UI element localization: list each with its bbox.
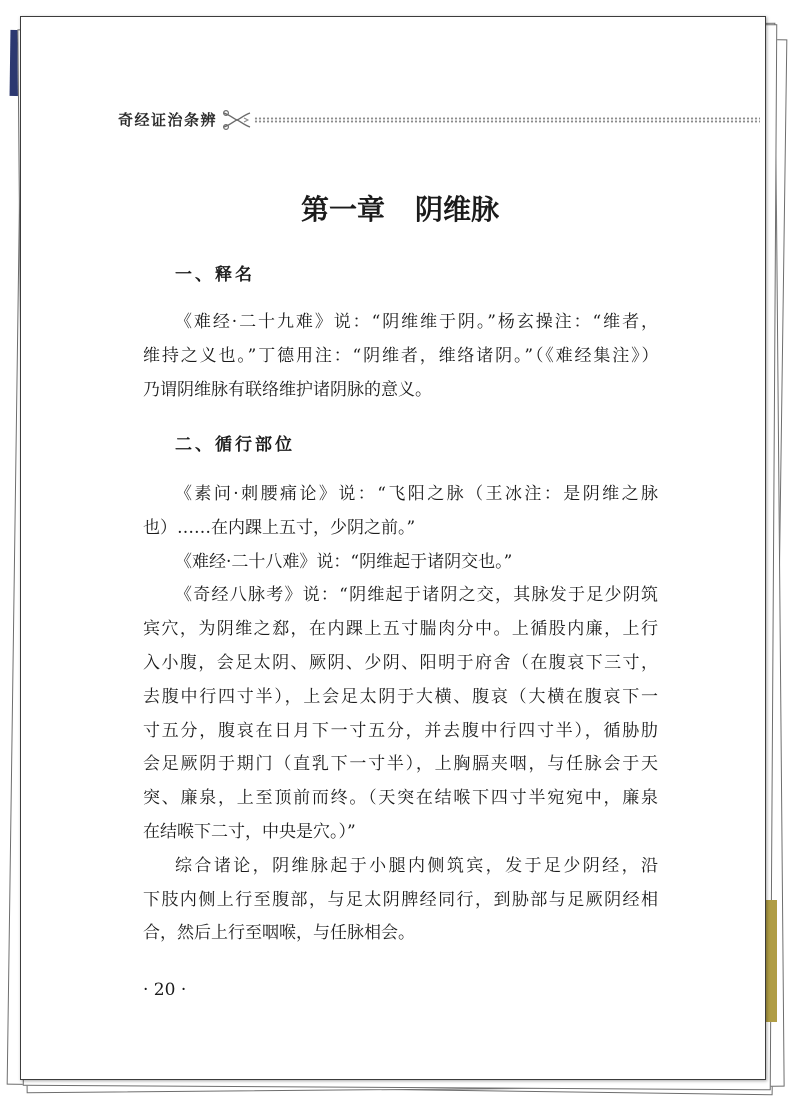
text-line: 入小腹，会足太阴、厥阴、少阴、阳明于府舍（在腹哀下三寸， bbox=[143, 652, 658, 673]
text-line: 会足厥阴于期门（直乳下一寸半），上胸膈夹咽，与任脉会于天 bbox=[143, 754, 658, 775]
cover-edge-olive bbox=[766, 900, 777, 1022]
text-line: 维持之义也。”丁德用注：“阴维者，维络诸阴。”（《难经集注》） bbox=[143, 346, 658, 366]
chapter-title bbox=[0, 190, 800, 230]
text-line: 合，然后上行至咽喉，与任脉相会。 bbox=[143, 923, 415, 944]
text-line: 寸五分，腹哀在日月下一寸五分，并去腹中行四寸半），循胁肋 bbox=[143, 720, 658, 741]
section-heading: 二、循行部位 bbox=[175, 435, 295, 455]
chapter-name: 阴维脉 bbox=[415, 193, 500, 226]
section-body bbox=[143, 478, 658, 951]
text-line: 去腹中行四寸半），上会足太阴于大横、腹哀（大横在腹哀下一 bbox=[143, 686, 658, 707]
section-body bbox=[143, 305, 658, 407]
section-heading: 一、释名 bbox=[175, 265, 255, 285]
chapter-number: 第一章 bbox=[300, 193, 385, 226]
text-line: 《素问·刺腰痛论》说：“飞阳之脉（王冰注：是阴维之脉 bbox=[175, 484, 658, 504]
text-line: 综合诸论，阴维脉起于小腿内侧筑宾，发于足少阴经，沿 bbox=[175, 855, 658, 876]
text-line: 《奇经八脉考》说：“阴维起于诸阴之交，其脉发于足少阴筑 bbox=[175, 585, 658, 606]
running-title: 奇经证治条辨 bbox=[118, 111, 218, 129]
text-line: 《难经·二十九难》说：“阴维维于阴。”杨玄操注：“维者， bbox=[175, 312, 658, 332]
header-dotted-rule bbox=[254, 117, 760, 123]
text-line: 突、廉泉，上至顶前而终。（天突在结喉下四寸半宛宛中，廉泉 bbox=[143, 788, 658, 809]
text-line: 宾穴，为阴维之郄，在内踝上五寸腨肉分中。上循股内廉，上行 bbox=[143, 619, 658, 640]
text-line: 乃谓阴维脉有联络维护诸阴脉的意义。 bbox=[143, 380, 432, 400]
scissors-ornament-icon bbox=[222, 109, 252, 131]
text-line: 《难经·二十八难》说：“阴维起于诸阴交也。” bbox=[175, 551, 513, 572]
text-line: 也）……在内踝上五寸，少阴之前。” bbox=[143, 517, 416, 538]
page-number: · 20 · bbox=[143, 980, 187, 1000]
text-line: 下肢内侧上行至腹部，与足太阴脾经同行，到胁部与足厥阴经相 bbox=[143, 889, 658, 910]
text-line: 在结喉下二寸，中央是穴。）” bbox=[143, 821, 356, 842]
